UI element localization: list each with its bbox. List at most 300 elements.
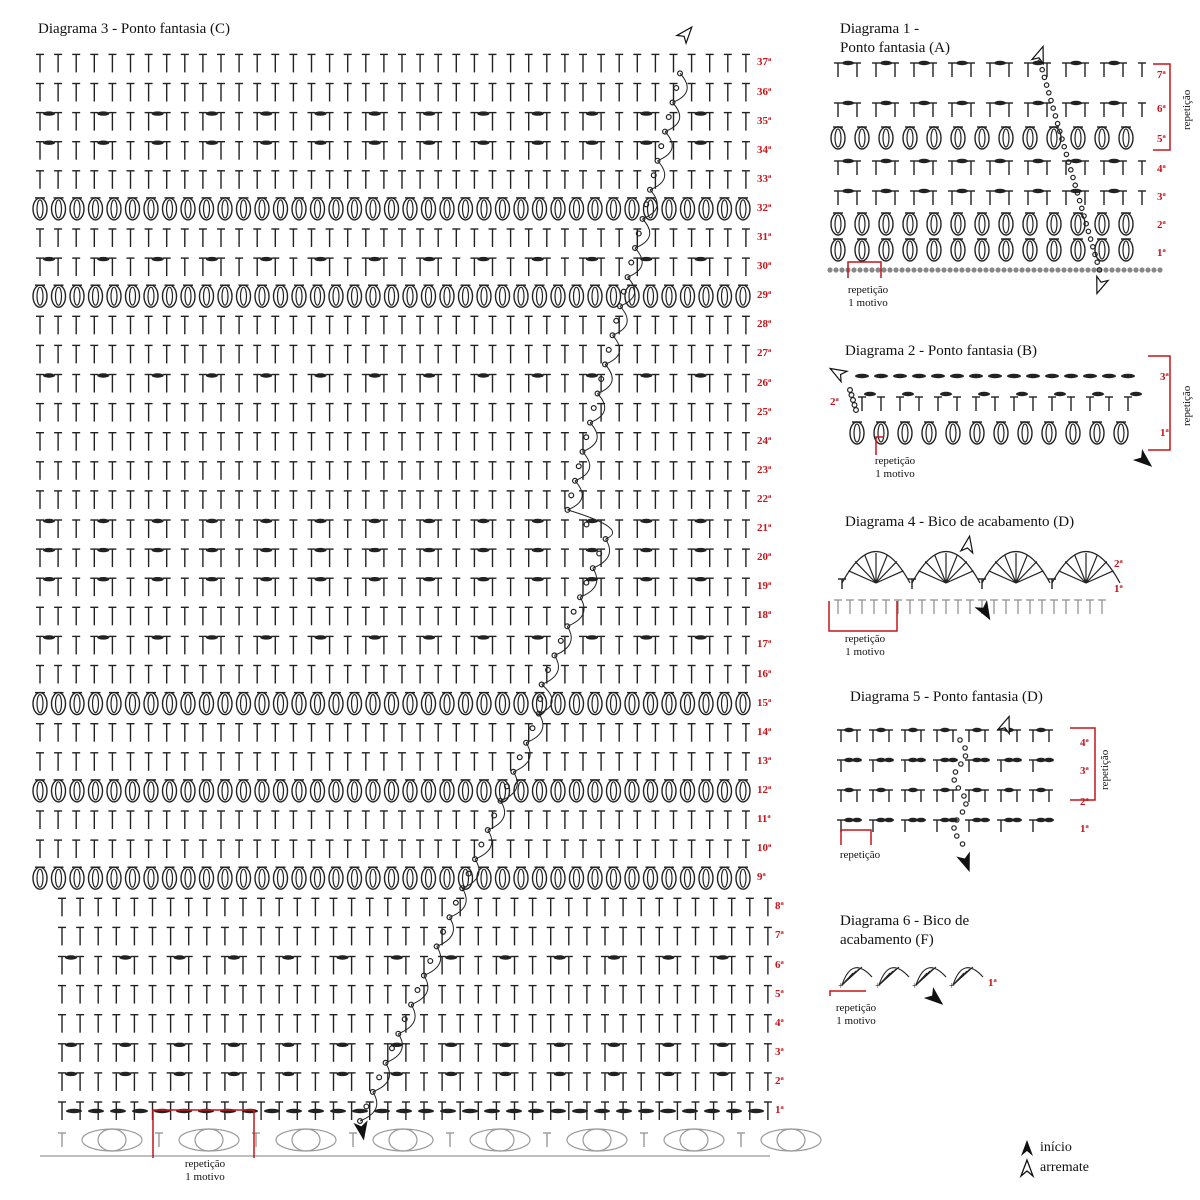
shell-outer xyxy=(975,127,989,149)
shell-outer xyxy=(533,285,547,307)
shell-outer xyxy=(422,285,436,307)
chain-ring xyxy=(964,802,968,806)
shell-inner xyxy=(407,200,413,218)
shell-inner xyxy=(518,200,524,218)
chain-stitch xyxy=(206,519,218,523)
diagram-1-row-label: 7ª xyxy=(1157,69,1166,81)
diagram-3-row-label: 31ª xyxy=(757,231,772,243)
arrowhead-shape xyxy=(1032,44,1049,63)
shell-inner xyxy=(389,200,395,218)
shell-outer xyxy=(699,285,713,307)
diagram-3-row-label: 30ª xyxy=(757,260,772,273)
shell-inner xyxy=(931,241,937,259)
fan-ray xyxy=(879,973,890,985)
shell-outer xyxy=(33,693,47,715)
shell-inner xyxy=(315,782,321,800)
shell-outer xyxy=(422,780,436,802)
start-arrow-icon xyxy=(958,853,975,872)
base-chain xyxy=(965,267,970,272)
base-chain xyxy=(1037,267,1042,272)
chain-stitch xyxy=(902,392,914,396)
shell-inner xyxy=(500,200,506,218)
base-chain xyxy=(833,267,838,272)
shell-inner xyxy=(185,782,191,800)
shell-outer xyxy=(898,422,912,444)
shell-outer xyxy=(588,867,602,889)
chain-stitch xyxy=(880,159,892,163)
chain-stitch xyxy=(352,1109,368,1113)
shell-outer xyxy=(163,693,177,715)
chain-ring xyxy=(952,826,956,830)
shell-outer xyxy=(951,213,965,235)
base-chain xyxy=(995,267,1000,272)
shell-inner xyxy=(37,782,43,800)
chain-stitch xyxy=(682,1109,698,1113)
chain-stitch xyxy=(1121,374,1135,378)
shell-outer xyxy=(274,693,288,715)
diagram-4-repeat-label xyxy=(835,633,895,659)
shell-outer xyxy=(329,693,343,715)
motif-text: 1 motivo xyxy=(875,468,915,480)
shell-outer xyxy=(477,780,491,802)
chain-stitch xyxy=(717,1043,729,1047)
diagram-5-side-label: repetição xyxy=(1099,749,1111,790)
shell-inner xyxy=(407,287,413,305)
shell-outer xyxy=(385,693,399,715)
shell-inner xyxy=(537,869,543,887)
shell-inner xyxy=(666,869,672,887)
chain-ring xyxy=(851,398,856,403)
shell-inner xyxy=(950,424,956,442)
shell-outer xyxy=(533,198,547,220)
chain-ring xyxy=(1095,260,1099,264)
shell-inner xyxy=(500,869,506,887)
chain-stitch xyxy=(594,1109,610,1113)
diagram-1-row-label: 2ª xyxy=(1157,219,1166,231)
shell-inner xyxy=(685,695,691,713)
shell-outer xyxy=(348,867,362,889)
chain-stitch xyxy=(228,1043,240,1047)
shell-outer xyxy=(348,693,362,715)
chain-stitch xyxy=(374,1109,390,1113)
shell-outer xyxy=(459,198,473,220)
shell-outer xyxy=(951,239,965,261)
diagram-3-row-label: 29ª xyxy=(757,289,772,302)
chain-stitch xyxy=(972,788,982,792)
chain-stitch xyxy=(445,1072,457,1076)
chain-stitch xyxy=(586,548,598,552)
shell-outer xyxy=(1023,239,1037,261)
shell-inner xyxy=(1099,129,1105,147)
scallop-ray xyxy=(995,561,1016,583)
chain-stitch xyxy=(554,1043,566,1047)
chain-stitch xyxy=(391,955,403,959)
chain-curve xyxy=(590,394,605,423)
chain-ring xyxy=(958,738,962,742)
diagram-3-row-label: 20ª xyxy=(757,551,772,564)
shell-inner xyxy=(902,424,908,442)
diagram-1-repeat-label xyxy=(838,284,898,310)
base-chain xyxy=(857,267,862,272)
chain-stitch xyxy=(499,1072,511,1076)
chain-stitch xyxy=(640,111,652,115)
shell-inner xyxy=(111,695,117,713)
shell-inner xyxy=(974,424,980,442)
shell-outer xyxy=(718,780,732,802)
chain-stitch xyxy=(65,955,77,959)
shell-inner xyxy=(37,695,43,713)
chain-stitch xyxy=(640,577,652,581)
chain-curve xyxy=(650,161,665,190)
shell-inner xyxy=(241,695,247,713)
diagram-3-row-label: 14ª xyxy=(757,725,772,738)
end-arrow-icon xyxy=(1091,276,1108,295)
shell-inner xyxy=(56,869,62,887)
chain-curve xyxy=(583,423,598,452)
base-loop xyxy=(389,1129,417,1151)
shell-inner xyxy=(931,129,937,147)
shell-outer xyxy=(274,780,288,802)
chain-stitch xyxy=(844,788,854,792)
shell-inner xyxy=(481,200,487,218)
chain-stitch xyxy=(880,101,892,105)
base-loop xyxy=(777,1129,805,1151)
shell-inner xyxy=(370,782,376,800)
shell-outer xyxy=(1047,239,1061,261)
shell-outer xyxy=(89,867,103,889)
base-loop xyxy=(179,1129,239,1151)
shell-inner xyxy=(407,695,413,713)
chain-stitch xyxy=(152,548,164,552)
chain-stitch xyxy=(330,1109,346,1113)
chain-stitch xyxy=(717,955,729,959)
shell-inner xyxy=(703,869,709,887)
chain-stitch xyxy=(586,111,598,115)
shell-outer xyxy=(927,127,941,149)
shell-inner xyxy=(611,200,617,218)
diagram-3-row-label: 4ª xyxy=(775,1016,784,1029)
shell-inner xyxy=(537,782,543,800)
chain-ring xyxy=(1069,168,1073,172)
shell-outer xyxy=(292,693,306,715)
chain-ring xyxy=(1086,229,1090,233)
base-chain xyxy=(923,267,928,272)
shell-inner xyxy=(685,869,691,887)
shell-outer xyxy=(644,693,658,715)
shell-inner xyxy=(979,241,985,259)
base-chain xyxy=(851,267,856,272)
chain-stitch xyxy=(532,141,544,145)
chain-stitch xyxy=(876,818,886,822)
base-chain xyxy=(1133,267,1138,272)
chain-stitch xyxy=(152,519,164,523)
shell-outer xyxy=(1047,213,1061,235)
chain-ring xyxy=(530,726,535,731)
diagram-3-repeat-label xyxy=(150,1158,260,1184)
diagram-2-title: Diagrama 2 - Ponto fantasia (B) xyxy=(845,343,1038,359)
arrowhead-shape xyxy=(961,535,976,553)
chain-stitch xyxy=(97,635,109,639)
shell-inner xyxy=(370,287,376,305)
shell-inner xyxy=(555,200,561,218)
base-chain xyxy=(959,267,964,272)
shell-outer xyxy=(366,693,380,715)
shell-outer xyxy=(946,422,960,444)
chain-stitch xyxy=(704,1109,720,1113)
legend-start: início xyxy=(1040,1140,1072,1155)
shell-inner xyxy=(278,695,284,713)
motif-text: 1 motivo xyxy=(185,1171,225,1183)
chain-stitch xyxy=(912,374,926,378)
chain-stitch xyxy=(423,519,435,523)
base-loop xyxy=(98,1129,126,1151)
shell-inner xyxy=(222,695,228,713)
diagram-3-row-label: 13ª xyxy=(757,754,772,767)
repeat-text: repetição xyxy=(874,455,916,467)
diagram-3-row-label: 17ª xyxy=(757,638,772,651)
chain-ring xyxy=(666,115,671,120)
shell-inner xyxy=(1046,424,1052,442)
shell-inner xyxy=(426,782,432,800)
base-chain xyxy=(1151,267,1156,272)
shell-inner xyxy=(611,869,617,887)
shell-inner xyxy=(426,287,432,305)
diagram-3-row-label: 36ª xyxy=(757,85,772,98)
chain-stitch xyxy=(391,1072,403,1076)
repeat-bracket xyxy=(841,830,871,845)
diagram-1-title xyxy=(840,20,950,58)
chain-stitch xyxy=(119,1072,131,1076)
shell-outer xyxy=(311,780,325,802)
chain-stitch xyxy=(1070,101,1082,105)
chain-stitch xyxy=(532,548,544,552)
legend xyxy=(1020,1140,1180,1190)
shell-outer xyxy=(588,285,602,307)
chain-ring xyxy=(415,988,420,993)
shell-outer xyxy=(1071,127,1085,149)
shell-inner xyxy=(111,782,117,800)
chain-stitch xyxy=(844,818,854,822)
chain-stitch xyxy=(369,548,381,552)
chain-stitch xyxy=(315,373,327,377)
chain-stitch xyxy=(506,1109,522,1113)
shell-outer xyxy=(879,127,893,149)
chain-ring xyxy=(539,682,544,687)
chain-stitch xyxy=(1092,392,1104,396)
chain-stitch xyxy=(337,1072,349,1076)
shell-inner xyxy=(37,869,43,887)
chain-ring xyxy=(953,770,957,774)
chain-curve xyxy=(568,510,613,539)
shell-outer xyxy=(218,693,232,715)
shell-inner xyxy=(722,782,728,800)
chain-stitch xyxy=(532,519,544,523)
shell-outer xyxy=(181,780,195,802)
shell-outer xyxy=(736,693,750,715)
shell-outer xyxy=(903,239,917,261)
chain-stitch xyxy=(65,1043,77,1047)
chain-stitch xyxy=(477,519,489,523)
shell-outer xyxy=(551,867,565,889)
start-arrow-icon xyxy=(1135,451,1155,470)
chain-ring xyxy=(1044,83,1048,87)
chain-stitch xyxy=(423,635,435,639)
shell-inner xyxy=(592,200,598,218)
chain-ring xyxy=(955,834,959,838)
shell-outer xyxy=(89,780,103,802)
base-chain xyxy=(1067,267,1072,272)
chain-stitch xyxy=(97,577,109,581)
shell-inner xyxy=(74,695,80,713)
shell-inner xyxy=(574,287,580,305)
shell-inner xyxy=(148,695,154,713)
shell-inner xyxy=(666,695,672,713)
diagram-6-row-label: 1ª xyxy=(988,977,997,989)
shell-inner xyxy=(648,782,654,800)
shell-outer xyxy=(403,780,417,802)
shell-outer xyxy=(718,693,732,715)
chain-stitch xyxy=(586,373,598,377)
fan-ray xyxy=(916,973,927,985)
chain-stitch xyxy=(940,788,950,792)
shell-outer xyxy=(385,285,399,307)
shell-inner xyxy=(518,695,524,713)
base-chain xyxy=(893,267,898,272)
diagram-1-row-label: 4ª xyxy=(1157,163,1166,175)
shell-outer xyxy=(625,693,639,715)
chain-stitch xyxy=(282,1072,294,1076)
shell-inner xyxy=(222,869,228,887)
shell-outer xyxy=(607,867,621,889)
chain-stitch xyxy=(260,373,272,377)
shell-outer xyxy=(975,239,989,261)
chain-stitch xyxy=(423,577,435,581)
base-chain xyxy=(1013,267,1018,272)
chain-stitch xyxy=(908,728,918,732)
repeat-text: repetição xyxy=(844,633,886,645)
shell-outer xyxy=(551,780,565,802)
shell-outer xyxy=(477,198,491,220)
shell-inner xyxy=(722,287,728,305)
shell-outer xyxy=(52,867,66,889)
chain-ring xyxy=(962,794,966,798)
diagram-3-row-label: 6ª xyxy=(775,958,784,971)
shell-inner xyxy=(926,424,932,442)
chain-stitch xyxy=(640,373,652,377)
chain-stitch xyxy=(1054,392,1066,396)
shell-outer xyxy=(366,198,380,220)
shell-inner xyxy=(592,782,598,800)
shell-outer xyxy=(385,198,399,220)
shell-inner xyxy=(703,287,709,305)
chain-stitch xyxy=(1032,189,1044,193)
shell-outer xyxy=(237,867,251,889)
shell-inner xyxy=(167,695,173,713)
shell-outer xyxy=(126,780,140,802)
shell-inner xyxy=(537,287,543,305)
shell-inner xyxy=(955,129,961,147)
chain-ring xyxy=(453,900,458,905)
chain-stitch xyxy=(640,141,652,145)
chain-stitch xyxy=(1004,758,1014,762)
shell-outer xyxy=(625,780,639,802)
chain-stitch xyxy=(477,548,489,552)
shell-outer xyxy=(477,285,491,307)
shell-inner xyxy=(111,869,117,887)
shell-inner xyxy=(407,782,413,800)
chain-stitch xyxy=(1004,818,1014,822)
shell-inner xyxy=(703,200,709,218)
scallop-ray xyxy=(1016,561,1037,583)
shell-inner xyxy=(352,695,358,713)
chain-stitch xyxy=(908,788,918,792)
base-chain xyxy=(947,267,952,272)
shell-inner xyxy=(426,869,432,887)
chain-stitch xyxy=(206,577,218,581)
shell-inner xyxy=(740,782,746,800)
chain-stitch xyxy=(908,818,918,822)
shell-outer xyxy=(70,780,84,802)
diagram-3-row-label: 35ª xyxy=(757,114,772,127)
chain-stitch xyxy=(152,577,164,581)
shell-inner xyxy=(1003,129,1009,147)
base-loop xyxy=(680,1129,708,1151)
shell-inner xyxy=(481,287,487,305)
diagram-3-row-label: 32ª xyxy=(757,201,772,214)
shell-outer xyxy=(514,285,528,307)
shell-inner xyxy=(574,869,580,887)
shell-inner xyxy=(1123,215,1129,233)
diagram-1-row-label: 1ª xyxy=(1157,247,1166,259)
scallop-ray xyxy=(925,561,946,583)
shell-inner xyxy=(93,869,99,887)
shell-inner xyxy=(883,241,889,259)
shell-outer xyxy=(366,285,380,307)
arrowhead-shape xyxy=(1135,451,1155,470)
chain-stitch xyxy=(43,548,55,552)
shell-outer xyxy=(644,867,658,889)
shell-outer xyxy=(681,867,695,889)
shell-outer xyxy=(292,867,306,889)
shell-outer xyxy=(163,867,177,889)
base-chain xyxy=(1091,267,1096,272)
chain-stitch xyxy=(174,955,186,959)
shell-outer xyxy=(274,867,288,889)
shell-inner xyxy=(1027,215,1033,233)
chain-stitch xyxy=(1004,788,1014,792)
chain-stitch xyxy=(528,1109,544,1113)
chain-stitch xyxy=(206,635,218,639)
chain-stitch xyxy=(842,61,854,65)
base-chain xyxy=(935,267,940,272)
chain-curve xyxy=(628,248,643,277)
shell-outer xyxy=(975,213,989,235)
shell-inner xyxy=(907,129,913,147)
title-line-2: acabamento (F) xyxy=(840,932,934,948)
shell-inner xyxy=(481,869,487,887)
scallop-ray xyxy=(876,561,897,583)
shell-inner xyxy=(315,869,321,887)
diagram-3-row-label: 21ª xyxy=(757,522,772,534)
shell-inner xyxy=(333,782,339,800)
scallop-ray xyxy=(1065,561,1086,583)
shell-inner xyxy=(500,695,506,713)
shell-outer xyxy=(831,213,845,235)
shell-outer xyxy=(699,780,713,802)
chain-stitch xyxy=(66,1109,82,1113)
shell-outer xyxy=(607,198,621,220)
diagram-2-repeat-label xyxy=(865,455,925,481)
